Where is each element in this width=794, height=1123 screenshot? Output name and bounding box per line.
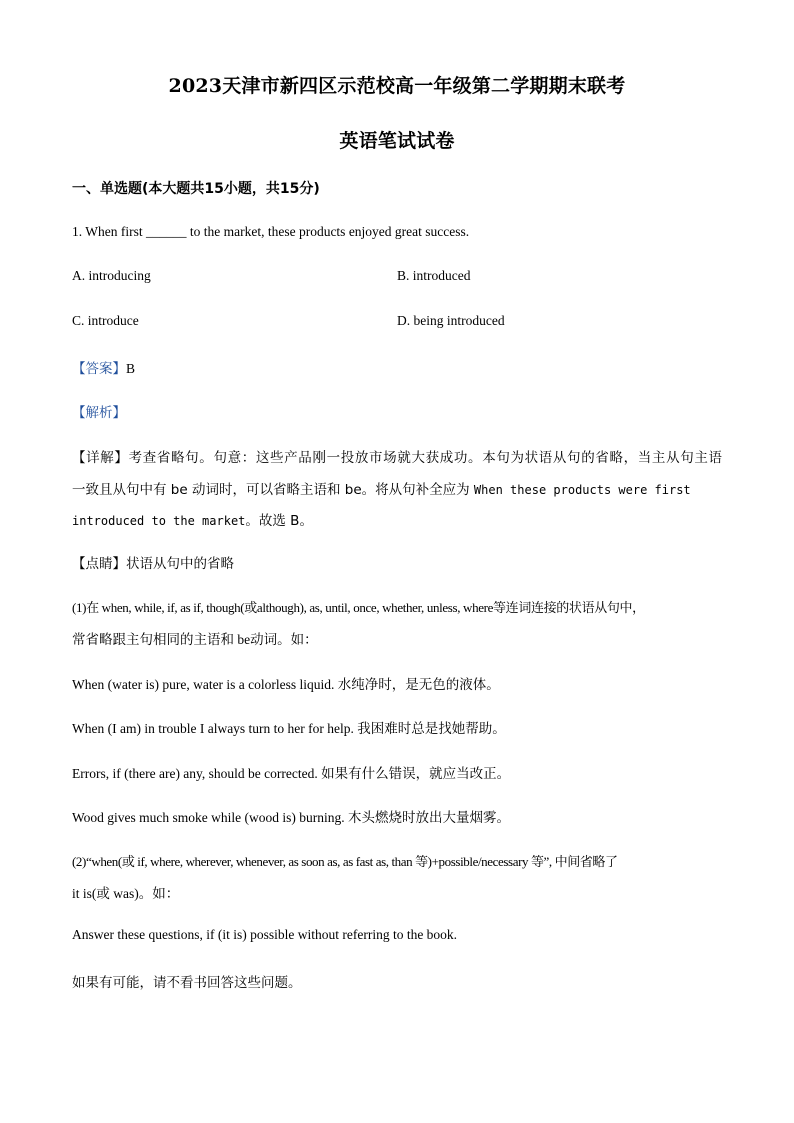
- detail-text-3a: introduced to the market: [72, 514, 246, 528]
- rule-2-line-1: (2)“when(或 if, where, wherever, whenever, as soon as, as fast as, than 等)+possible/necessary 等”, 中间省略了: [72, 854, 618, 869]
- option-d: D. being introduced: [397, 313, 505, 328]
- answer-value: B: [126, 361, 136, 376]
- option-a: A. introducing: [72, 268, 151, 283]
- answer-tag: 【答案】: [72, 361, 126, 377]
- detail-tag: 【详解】: [72, 450, 129, 466]
- example-5-translation: 如果有可能，请不看书回答这些问题。: [72, 975, 302, 991]
- rule-1-line-2: 常省略跟主句相同的主语和 be动词。如：: [72, 632, 318, 647]
- detail-text-2a: 一致且从句中有 be 动词时，可以省略主语和 be。将从句补全应为: [72, 482, 474, 498]
- example-1: When (water is) pure, water is a colorless liquid. 水纯净时，是无色的液体。: [72, 677, 500, 692]
- detail-text-3b: 。故选 B。: [245, 513, 313, 529]
- tip-tag: 【点睛】: [72, 556, 126, 572]
- tip-row: [72, 552, 234, 572]
- detail-text-1: 考查省略句。句意：这些产品刚一投放市场就大获成功。本句为状语从句的省略，当主从句主语: [128, 450, 722, 466]
- answer-row: [72, 357, 135, 377]
- analysis-tag: 【解析】: [72, 405, 126, 421]
- exam-subtitle: 英语笔试试卷: [339, 130, 455, 152]
- detail-text-2b: When these products were first: [473, 483, 691, 497]
- rule-1-line-1: (1)在 when, while, if, as if, though(或although), as, until, once, whether, unless, where等连词连接的状语从句中，: [72, 600, 645, 615]
- example-3: Errors, if (there are) any, should be corrected. 如果有什么错误，就应当改正。: [72, 766, 511, 781]
- section-heading: 一、单选题(本大题共15小题，共15分): [72, 181, 320, 197]
- example-2: When (I am) in trouble I always turn to her for help. 我困难时总是找她帮助。: [72, 721, 506, 736]
- detail-line-2: [72, 478, 691, 498]
- detail-line-1: [72, 446, 722, 466]
- rule-2-line-2: it is(或 was)。如：: [72, 886, 180, 901]
- option-b: B. introduced: [397, 268, 471, 283]
- question-stem: 1. When first ______ to the market, these products enjoyed great success.: [72, 224, 470, 239]
- exam-title: 2023天津市新四区示范校高一年级第二学期期末联考: [168, 75, 626, 97]
- tip-title: 状语从句中的省略: [126, 556, 234, 572]
- example-4: Wood gives much smoke while (wood is) burning. 木头燃烧时放出大量烟雾。: [72, 810, 511, 825]
- option-c: C. introduce: [72, 313, 139, 328]
- example-5: Answer these questions, if (it is) possible without referring to the book.: [72, 927, 458, 942]
- detail-line-3: [72, 509, 313, 529]
